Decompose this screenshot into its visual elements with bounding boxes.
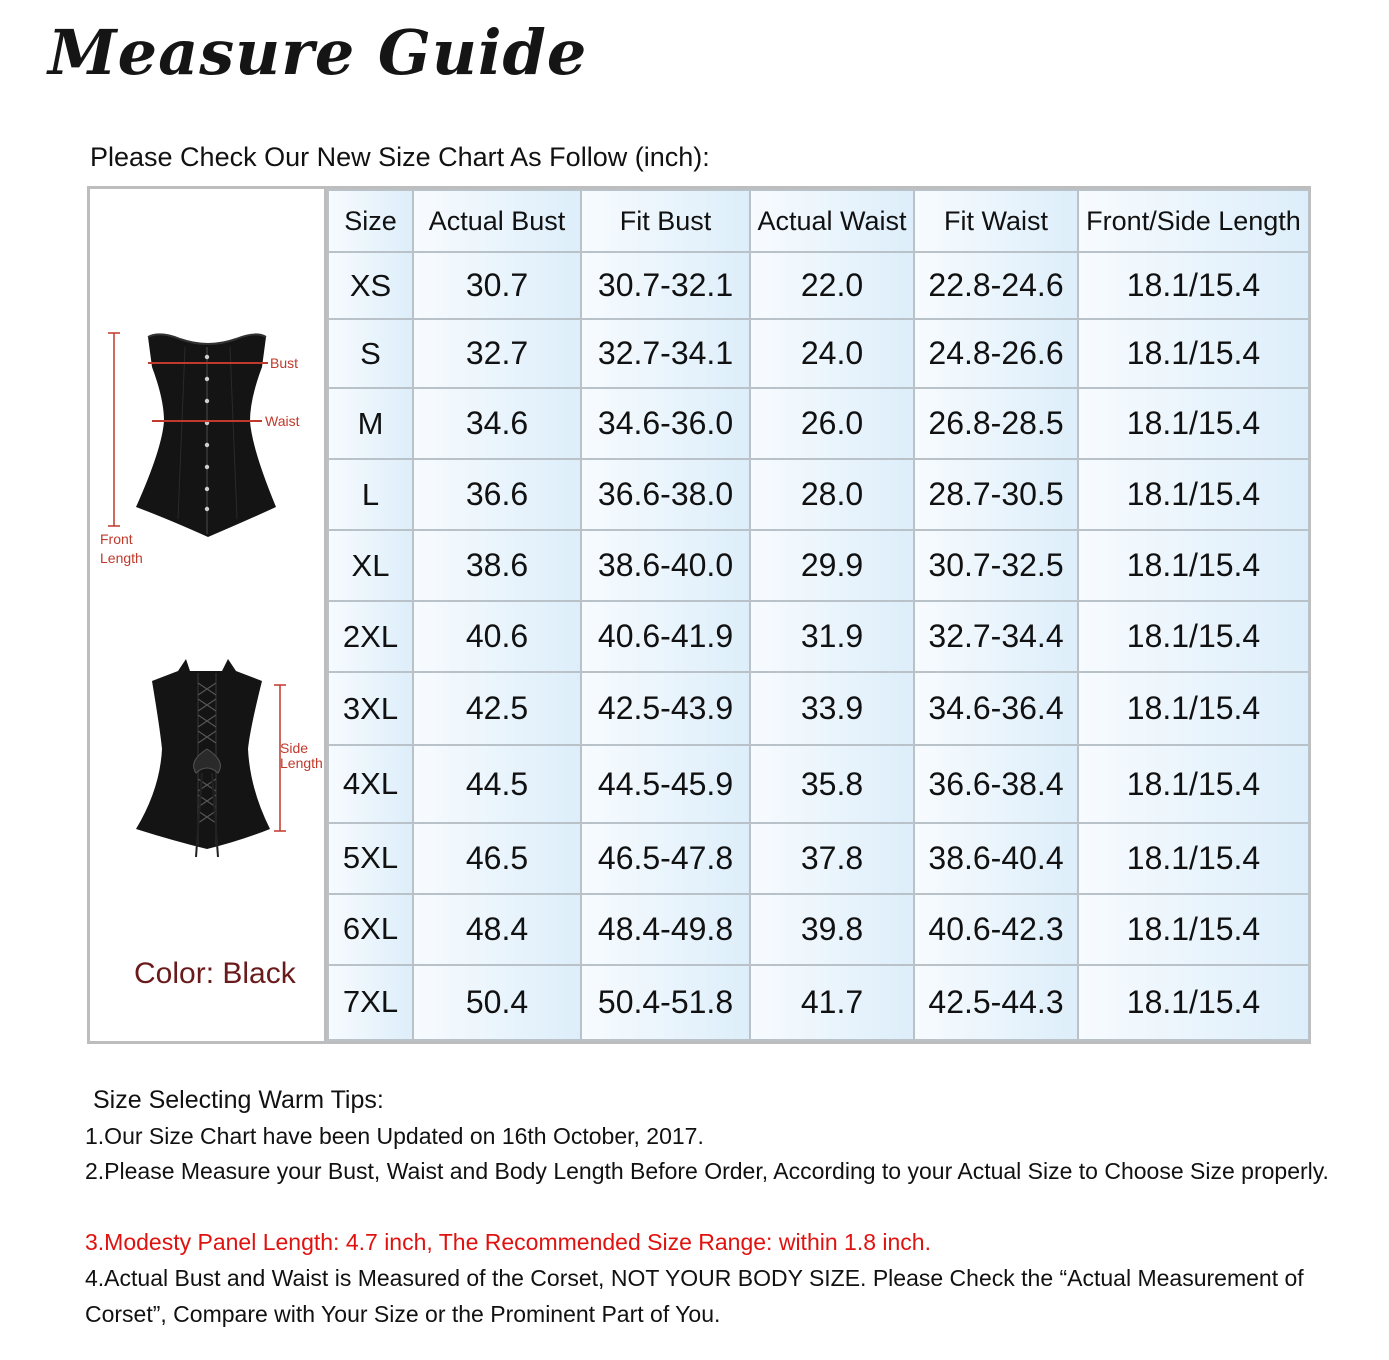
cell-front-side-length: 18.1/15.4 bbox=[1078, 823, 1309, 894]
cell-fit-waist: 32.7-34.4 bbox=[914, 601, 1078, 672]
cell-front-side-length: 18.1/15.4 bbox=[1078, 894, 1309, 965]
cell-front-side-length: 18.1/15.4 bbox=[1078, 459, 1309, 530]
cell-size: 2XL bbox=[328, 601, 413, 672]
size-chart bbox=[87, 186, 1311, 1044]
cell-actual-bust: 48.4 bbox=[413, 894, 581, 965]
cell-fit-bust: 50.4-51.8 bbox=[581, 965, 750, 1040]
cell-actual-waist: 29.9 bbox=[750, 530, 914, 601]
cell-actual-waist: 22.0 bbox=[750, 252, 914, 319]
cell-fit-waist: 38.6-40.4 bbox=[914, 823, 1078, 894]
tip-1: 1.Our Size Chart have been Updated on 16th October, 2017. bbox=[85, 1123, 704, 1149]
cell-fit-bust: 48.4-49.8 bbox=[581, 894, 750, 965]
side-length-label-1: Side bbox=[280, 740, 309, 756]
cell-size: 4XL bbox=[328, 745, 413, 822]
cell-fit-waist: 40.6-42.3 bbox=[914, 894, 1078, 965]
waist-label: Waist bbox=[265, 413, 300, 429]
chart-subtitle: Please Check Our New Size Chart As Follow (inch): bbox=[90, 142, 710, 172]
page-title: Measure Guide bbox=[48, 16, 588, 89]
tip-4: 4.Actual Bust and Waist is Measured of the Corset, NOT YOUR BODY SIZE. Please Check the “Actual Measurement of Corset”, Compare with Your Size or the Prominent Part of You. bbox=[85, 1265, 1304, 1327]
header-actual-waist: Actual Waist bbox=[750, 190, 914, 252]
cell-actual-bust: 36.6 bbox=[413, 459, 581, 530]
cell-fit-bust: 32.7-34.1 bbox=[581, 319, 750, 388]
color-label: Color: Black bbox=[134, 957, 296, 990]
cell-fit-waist: 28.7-30.5 bbox=[914, 459, 1078, 530]
cell-front-side-length: 18.1/15.4 bbox=[1078, 388, 1309, 459]
cell-fit-bust: 30.7-32.1 bbox=[581, 252, 750, 319]
cell-actual-bust: 42.5 bbox=[413, 672, 581, 745]
table-row bbox=[328, 894, 1309, 965]
cell-front-side-length: 18.1/15.4 bbox=[1078, 530, 1309, 601]
bust-label: Bust bbox=[270, 355, 299, 371]
cell-actual-waist: 31.9 bbox=[750, 601, 914, 672]
cell-front-side-length: 18.1/15.4 bbox=[1078, 601, 1309, 672]
header-actual-bust: Actual Bust bbox=[413, 190, 581, 252]
cell-fit-waist: 36.6-38.4 bbox=[914, 745, 1078, 822]
cell-actual-bust: 32.7 bbox=[413, 319, 581, 388]
tip-2: 2.Please Measure your Bust, Waist and Body Length Before Order, According to your Actual Size to Choose Size properly. bbox=[85, 1158, 1329, 1184]
table-row bbox=[328, 965, 1309, 1040]
cell-actual-waist: 37.8 bbox=[750, 823, 914, 894]
cell-size: XL bbox=[328, 530, 413, 601]
cell-front-side-length: 18.1/15.4 bbox=[1078, 672, 1309, 745]
cell-actual-waist: 26.0 bbox=[750, 388, 914, 459]
cell-size: M bbox=[328, 388, 413, 459]
table-row bbox=[328, 601, 1309, 672]
cell-size: 3XL bbox=[328, 672, 413, 745]
cell-fit-waist: 30.7-32.5 bbox=[914, 530, 1078, 601]
cell-actual-waist: 35.8 bbox=[750, 745, 914, 822]
cell-fit-waist: 26.8-28.5 bbox=[914, 388, 1078, 459]
table-row bbox=[328, 745, 1309, 822]
table-row bbox=[328, 252, 1309, 319]
cell-fit-waist: 24.8-26.6 bbox=[914, 319, 1078, 388]
table-header-row bbox=[328, 190, 1309, 252]
table-row bbox=[328, 319, 1309, 388]
cell-actual-bust: 30.7 bbox=[413, 252, 581, 319]
cell-front-side-length: 18.1/15.4 bbox=[1078, 252, 1309, 319]
cell-fit-bust: 42.5-43.9 bbox=[581, 672, 750, 745]
corset-front-image bbox=[90, 189, 324, 1041]
cell-fit-bust: 46.5-47.8 bbox=[581, 823, 750, 894]
size-table bbox=[327, 189, 1310, 1041]
table-row bbox=[328, 388, 1309, 459]
corset-illustration-panel bbox=[90, 189, 327, 1041]
table-row bbox=[328, 823, 1309, 894]
cell-fit-bust: 44.5-45.9 bbox=[581, 745, 750, 822]
cell-actual-bust: 50.4 bbox=[413, 965, 581, 1040]
cell-actual-bust: 46.5 bbox=[413, 823, 581, 894]
front-length-label-2: Length bbox=[100, 550, 143, 566]
cell-fit-waist: 42.5-44.3 bbox=[914, 965, 1078, 1040]
cell-actual-bust: 38.6 bbox=[413, 530, 581, 601]
table-row bbox=[328, 459, 1309, 530]
table-row bbox=[328, 530, 1309, 601]
cell-actual-bust: 44.5 bbox=[413, 745, 581, 822]
cell-fit-bust: 34.6-36.0 bbox=[581, 388, 750, 459]
cell-fit-waist: 22.8-24.6 bbox=[914, 252, 1078, 319]
cell-actual-waist: 33.9 bbox=[750, 672, 914, 745]
front-length-label-1: Front bbox=[100, 531, 133, 547]
cell-fit-bust: 40.6-41.9 bbox=[581, 601, 750, 672]
table-row bbox=[328, 672, 1309, 745]
tip-3: 3.Modesty Panel Length: 4.7 inch, The Recommended Size Range: within 1.8 inch. bbox=[85, 1229, 931, 1255]
header-size: Size bbox=[328, 190, 413, 252]
header-fit-waist: Fit Waist bbox=[914, 190, 1078, 252]
side-length-label-2: Length bbox=[280, 755, 323, 771]
cell-actual-bust: 34.6 bbox=[413, 388, 581, 459]
cell-front-side-length: 18.1/15.4 bbox=[1078, 319, 1309, 388]
cell-actual-waist: 39.8 bbox=[750, 894, 914, 965]
tips-heading: Size Selecting Warm Tips: bbox=[93, 1086, 384, 1114]
cell-size: XS bbox=[328, 252, 413, 319]
cell-actual-waist: 41.7 bbox=[750, 965, 914, 1040]
cell-size: 6XL bbox=[328, 894, 413, 965]
cell-fit-bust: 38.6-40.0 bbox=[581, 530, 750, 601]
cell-size: 7XL bbox=[328, 965, 413, 1040]
cell-size: L bbox=[328, 459, 413, 530]
cell-size: S bbox=[328, 319, 413, 388]
header-front-side-length: Front/Side Length bbox=[1078, 190, 1309, 252]
cell-fit-waist: 34.6-36.4 bbox=[914, 672, 1078, 745]
cell-front-side-length: 18.1/15.4 bbox=[1078, 745, 1309, 822]
cell-actual-waist: 24.0 bbox=[750, 319, 914, 388]
cell-actual-waist: 28.0 bbox=[750, 459, 914, 530]
cell-actual-bust: 40.6 bbox=[413, 601, 581, 672]
cell-fit-bust: 36.6-38.0 bbox=[581, 459, 750, 530]
header-fit-bust: Fit Bust bbox=[581, 190, 750, 252]
cell-front-side-length: 18.1/15.4 bbox=[1078, 965, 1309, 1040]
cell-size: 5XL bbox=[328, 823, 413, 894]
